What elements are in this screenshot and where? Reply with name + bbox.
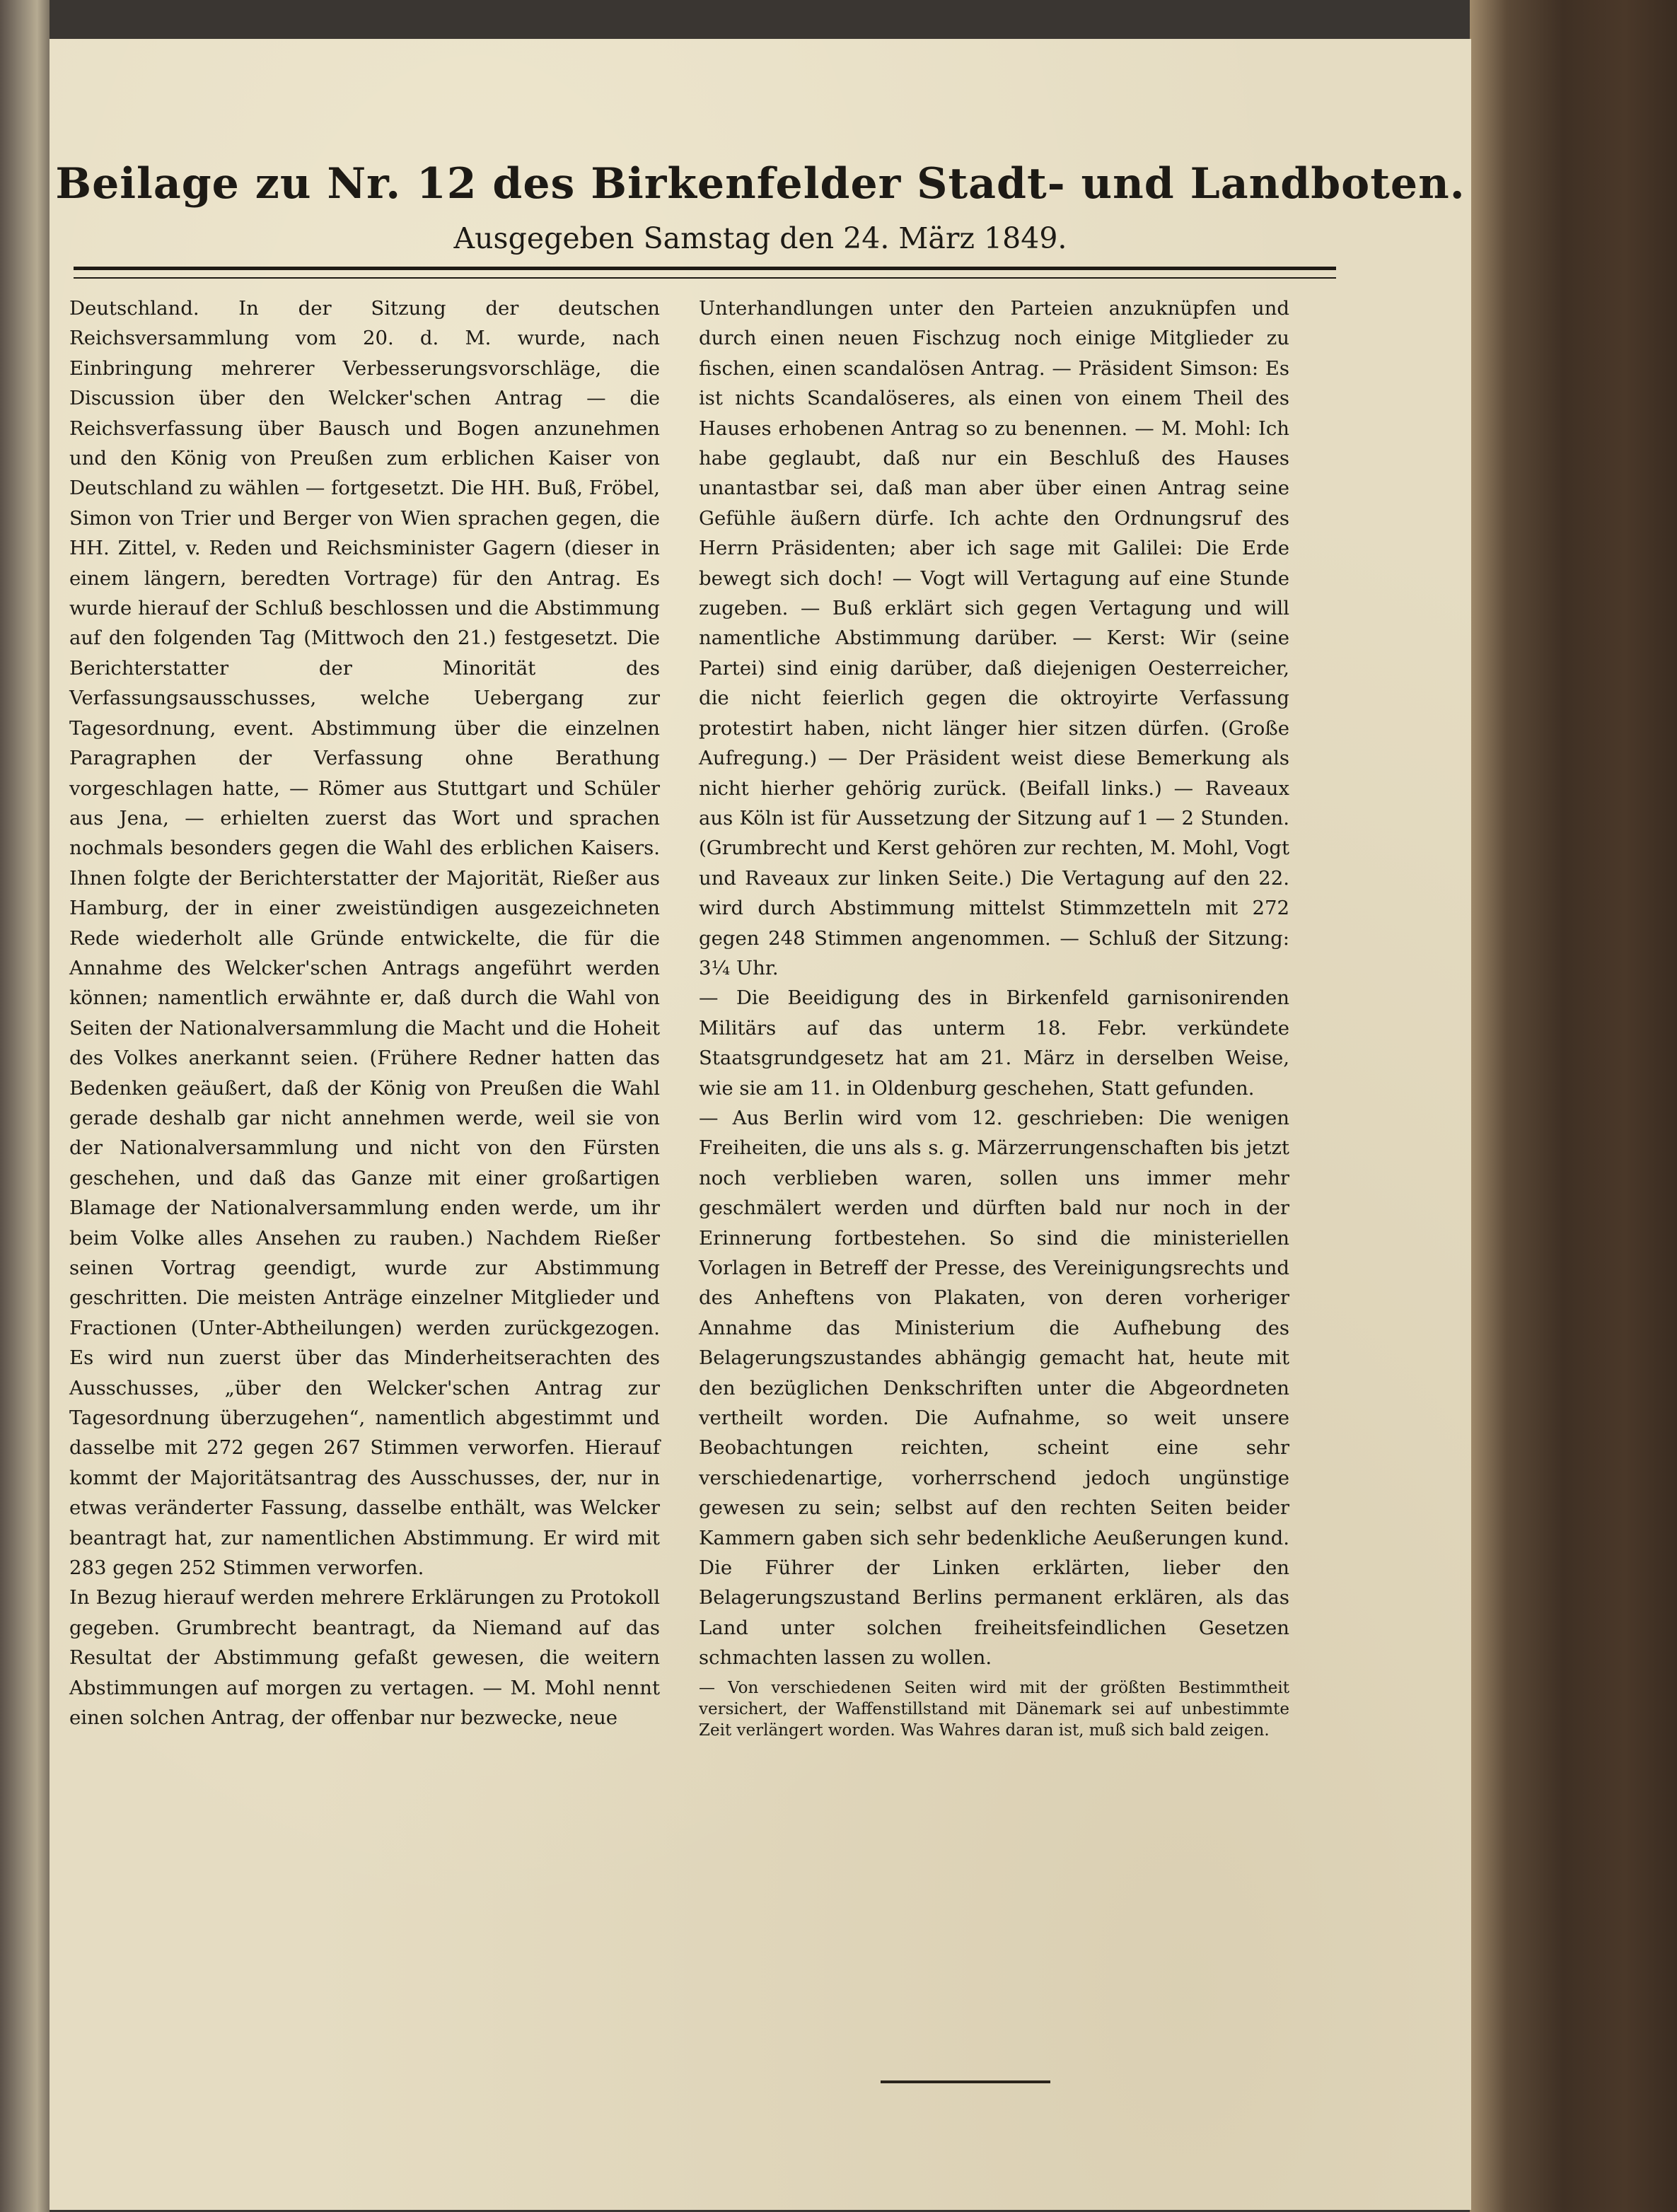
article-paragraph: In Bezug hierauf werden mehrere Erklärungen zu Protokoll gegeben. Grumbrecht beantragt, da Niemand auf das Resultat der Abstimmung gefaßt gewesen, die weitern Abstimmungen auf morgen zu vertagen. — M. Mohl nennt einen solchen Antrag, der offenbar nur bezwecke, neue <box>69 1586 660 1730</box>
adjacent-page-edge <box>0 0 50 2212</box>
end-divider <box>881 2080 1050 2083</box>
header-rule-thin <box>74 277 1336 279</box>
issue-date-line: Ausgegeben Samstag den 24. März 1849. <box>453 221 1067 255</box>
article-paragraph: — Aus Berlin wird vom 12. geschrieben: Die wenigen Freiheiten, die uns als s. g. Märzerrungenschaften bis jetzt noch verblieben waren, sollen uns immer mehr geschmälert werden und dürften bald nur noch in der Erinnerung fortbestehen. So sind die ministeriellen Vorlagen in Betreff der Presse, des Vereinigungsrechts und des Anheftens von Plakaten, von deren vorheriger Annahme das Ministerium die Aufhebung des Belagerungszustandes abhängig gemacht hat, heute mit den bezüglichen Denkschriften unter die Abgeordneten vertheilt worden. Die Aufnahme, so weit unsere Beobachtungen reichten, scheint eine sehr verschiedenartige, vorherrschend jedoch ungünstige gewesen zu sein; selbst auf den rechten Seiten beider Kammern gaben sich sehr bedenkliche Aeußerungen kund. Die Führer der Linken erklärten, lieber den Belagerungszustand Berlins permanent erklären, als das Land unter solchen freiheitsfeindlichen Gesetzen schmachten lassen zu wollen. <box>699 1106 1289 1670</box>
article-paragraph: — Die Beeidigung des in Birkenfeld garnisonirenden Militärs auf das unterm 18. Febr. verkündete Staatsgrundgesetz hat am 21. März in derselben Weise, wie sie am 11. in Oldenburg geschehen, Statt gefunden. <box>699 986 1289 1100</box>
right-column <box>699 293 1289 1741</box>
news-note: — Von verschiedenen Seiten wird mit der größten Bestimmtheit versichert, der Waffenstillstand mit Dänemark sei auf unbestimmte Zeit verlängert worden. Was Wahres daran ist, muß sich bald zeigen. <box>699 1678 1289 1740</box>
book-spine <box>1470 0 1677 2212</box>
page-header <box>50 159 1471 255</box>
left-column <box>69 293 660 1733</box>
header-rule-thick <box>74 267 1336 270</box>
article-paragraph: Unterhandlungen unter den Parteien anzuknüpfen und durch einen neuen Fischzug noch einige Mitglieder zu fischen, einen scandalösen Antrag. — Präsident Simson: Es ist nichts Scandalöseres, als einen von einem Theil des Hauses erhobenen Antrag so zu benennen. — M. Mohl: Ich habe geglaubt, daß nur ein Beschluß des Hauses unantastbar sei, daß man aber über einen Antrag seine Gefühle äußern dürfe. Ich achte den Ordnungsruf des Herrn Präsidenten; aber ich sage mit Galilei: Die Erde bewegt sich doch! — Vogt will Vertagung auf eine Stunde zugeben. — Buß erklärt sich gegen Vertagung und will namentliche Abstimmung darüber. — Kerst: Wir (seine Partei) sind einig darüber, daß diejenigen Oesterreicher, die nicht feierlich gegen die oktroyirte Verfassung protestirt haben, nicht länger hier sitzen dürfen. (Große Aufregung.) — Der Präsident weist diese Bemerkung als nicht hierher gehörig zurück. (Beifall links.) — Raveaux aus Köln ist für Aussetzung der Sitzung auf 1 — 2 Stunden. (Grumbrecht und Kerst gehören zur rechten, M. Mohl, Vogt und Raveaux zur linken Seite.) Die Vertagung auf den 22. wird durch Abstimmung mittelst Stimmzetteln mit 272 gegen 248 Stimmen angenommen. — Schluß der Sitzung: 3¼ Uhr. <box>699 297 1289 979</box>
article-paragraph: Deutschland. In der Sitzung der deutschen Reichsversammlung vom 20. d. M. wurde, nach Einbringung mehrerer Verbesserungsvorschläge, die Discussion über den Welcker'schen Antrag — die Reichsverfassung über Bausch und Bogen anzunehmen und den König von Preußen zum erblichen Kaiser von Deutschland zu wählen — fortgesetzt. Die HH. Buß, Fröbel, Simon von Trier und Berger von Wien sprachen gegen, die HH. Zittel, v. Reden und Reichsminister Gagern (dieser in einem längern, beredten Vortrage) für den Antrag. Es wurde hierauf der Schluß beschlossen und die Abstimmung auf den folgenden Tag (Mittwoch den 21.) festgesetzt. Die Berichterstatter der Minorität des Verfassungsausschusses, welche Uebergang zur Tagesordnung, event. Abstimmung über die einzelnen Paragraphen der Verfassung ohne Berathung vorgeschlagen hatte, — Römer aus Stuttgart und Schüler aus Jena, — erhielten zuerst das Wort und sprachen nochmals besonders gegen die Wahl des erblichen Kaisers. Ihnen folgte der Berichterstatter der Majorität, Rießer aus Hamburg, der in einer zweistündigen ausgezeichneten Rede wiederholt alle Gründe entwickelte, die für die Annahme des Welcker'schen Antrags angeführt werden können; namentlich erwähnte er, daß durch die Wahl von Seiten der Nationalversammlung die Macht und die Hoheit des Volkes anerkannt seien. (Frühere Redner hatten das Bedenken geäußert, daß der König von Preußen die Wahl gerade deshalb gar nicht annehmen werde, weil sie von der Nationalversammlung und nicht von den Fürsten geschehen, und daß das Ganze mit einer großartigen Blamage der Nationalversammlung enden werde, um ihr beim Volke alles Ansehen zu rauben.) Nachdem Rießer seinen Vortrag geendigt, wurde zur Abstimmung geschritten. Die meisten Anträge einzelner Mitglieder und Fractionen (Unter-Abtheilungen) werden zurückgezogen. Es wird nun zuerst über das Minderheitserachten des Ausschusses, „über den Welcker'schen Antrag zur Tagesordnung überzugehen“, namentlich abgestimmt und dasselbe mit 272 gegen 267 Stimmen verworfen. Hierauf kommt der Majoritätsantrag des Ausschusses, der, nur in etwas veränderter Fassung, dasselbe enthält, was Welcker beantragt hat, zur namentlichen Abstimmung. Er wird mit 283 gegen 252 Stimmen verworfen. <box>69 297 660 1580</box>
newspaper-page <box>50 39 1471 2210</box>
page-title: Beilage zu Nr. 12 des Birkenfelder Stadt- und Landboten. <box>55 159 1466 209</box>
